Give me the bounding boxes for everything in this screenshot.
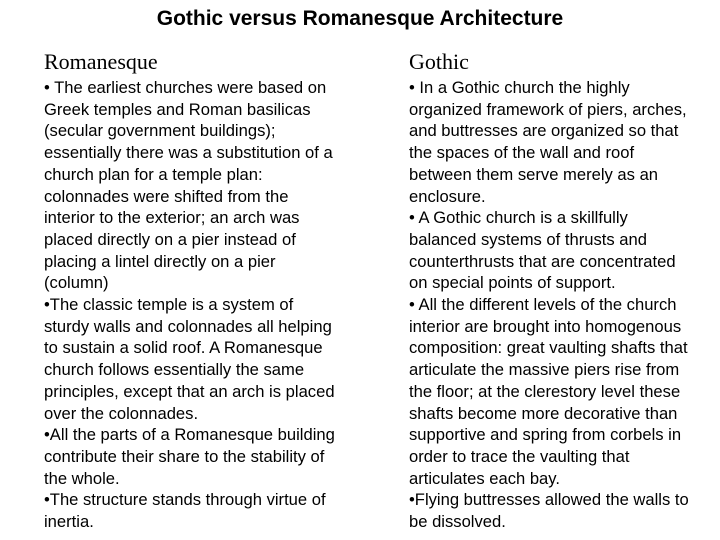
text-line: supportive and spring from corbels in	[409, 425, 682, 445]
text-line: • The earliest churches were based on	[44, 78, 327, 97]
text-line: •The classic temple is a system of	[44, 295, 294, 315]
text-line: enclosure.	[409, 186, 486, 206]
text-line: the floor; at the clerestory level these	[409, 381, 681, 401]
text-line: • A Gothic church is a skillfully	[409, 208, 628, 228]
text-line: be dissolved.	[409, 512, 506, 532]
text-line: inertia.	[44, 512, 94, 532]
romanesque-heading: Romanesque	[44, 49, 158, 74]
text-line: colonnades were shifted from the	[44, 186, 289, 206]
text-line: contribute their share to the stability of	[44, 446, 325, 466]
gothic-body	[409, 77, 717, 533]
text-line: principles, except that an arch is placed	[44, 381, 335, 401]
text-line: (column)	[44, 273, 109, 293]
text-line: organized framework of piers, arches,	[409, 99, 687, 119]
text-line: between them serve merely as an	[409, 164, 659, 184]
text-line: interior to the exterior; an arch was	[44, 208, 300, 228]
page-title: Gothic versus Romanesque Architecture	[156, 7, 564, 30]
romanesque-body	[44, 77, 374, 533]
text-line: placing a lintel directly on a pier	[44, 251, 276, 271]
text-line: articulate the massive piers rise from	[409, 360, 680, 380]
text-line: •Flying buttresses allowed the walls to	[409, 490, 689, 510]
romanesque-column	[44, 50, 374, 533]
text-line: to sustain a solid roof. A Romanesque	[44, 338, 323, 358]
text-line: over the colonnades.	[44, 403, 199, 423]
text-line: essentially there was a substitution of a	[44, 143, 333, 163]
text-line: order to trace the vaulting that	[409, 446, 630, 466]
text-line: balanced systems of thrusts and	[409, 229, 647, 249]
text-line: • All the different levels of the church	[409, 295, 677, 315]
text-line: church follows essentially the same	[44, 360, 305, 380]
text-line: interior are brought into homogenous	[409, 316, 682, 336]
text-line: •The structure stands through virtue of	[44, 490, 326, 510]
text-line: counterthrusts that are concentrated	[409, 251, 676, 271]
text-line: on special points of support.	[409, 273, 616, 293]
gothic-column	[409, 50, 717, 533]
text-line: and buttresses are organized so that	[409, 121, 679, 141]
text-line: the whole.	[44, 468, 120, 488]
text-line: the spaces of the wall and roof	[409, 143, 635, 163]
gothic-heading: Gothic	[409, 49, 469, 74]
text-line: sturdy walls and colonnades all helping	[44, 316, 332, 336]
text-line: (secular government buildings);	[44, 121, 276, 141]
text-line: articulates each bay.	[409, 468, 560, 488]
text-line: • In a Gothic church the highly	[409, 78, 630, 97]
text-line: placed directly on a pier instead of	[44, 229, 296, 249]
text-line: shafts become more decorative than	[409, 403, 678, 423]
text-line: church plan for a temple plan:	[44, 164, 263, 184]
text-line: •All the parts of a Romanesque building	[44, 425, 335, 445]
text-line: Greek temples and Roman basilicas	[44, 99, 311, 119]
text-line: composition: great vaulting shafts that	[409, 338, 688, 358]
